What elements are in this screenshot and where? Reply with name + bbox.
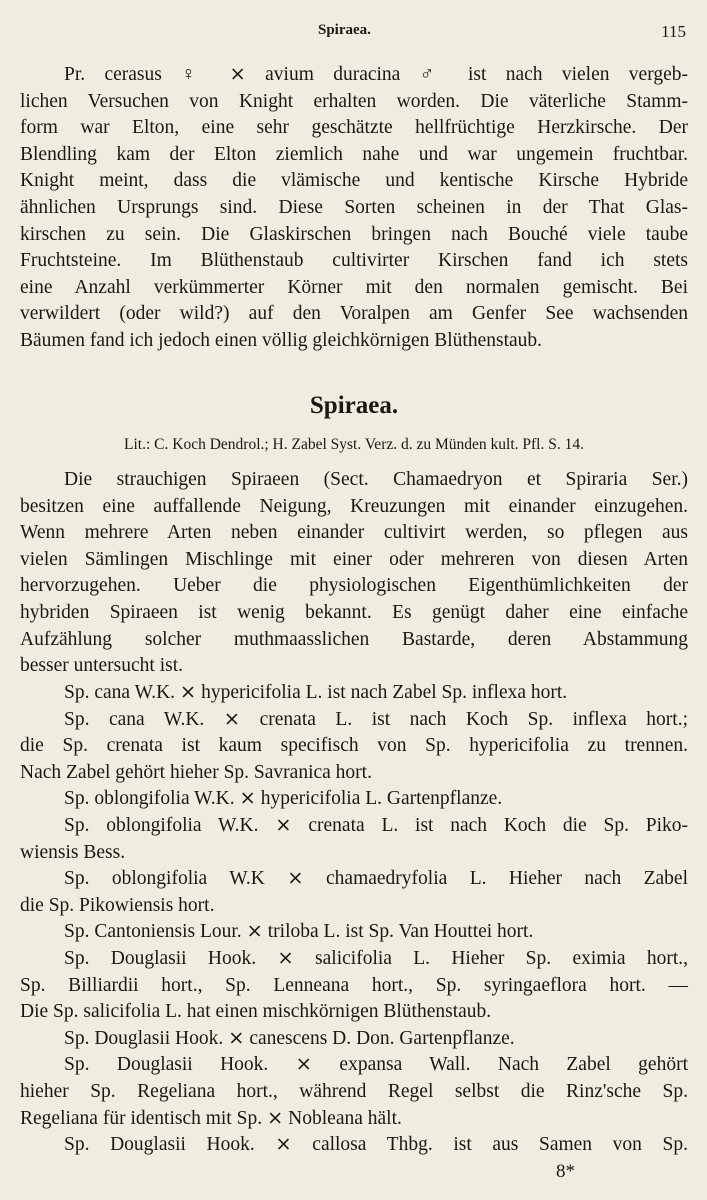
paragraph-cherry-hybrids [20, 62, 688, 355]
text-line: vielen Sämlingen Mischlinge mit einer oder mehreren von diesen Arten [20, 548, 688, 570]
text-line: verwildert (oder wild?) auf den Voralpen am Genfer See wachsenden [20, 303, 688, 325]
text-line: Sp. Billiardii hort., Sp. Lenneana hort., Sp. syringaeflora hort. — [20, 974, 688, 996]
page-number: 115 [661, 22, 686, 41]
running-title: Spiraea. [318, 22, 371, 38]
text-line: ähnlichen Ursprungs sind. Diese Sorten scheinen in der That Glas- [20, 196, 688, 218]
text-line: Sp. Douglasii Hook. ⨯ callosa Thbg. ist aus Samen von Sp. [64, 1134, 688, 1156]
text-line: Wenn mehrere Arten neben einander cultivirt werden, so pflegen aus [20, 522, 688, 544]
text-line: Sp. oblongifolia W.K. ⨯ crenata L. ist nach Koch die Sp. Piko- [64, 814, 688, 836]
text-line: Sp. Douglasii Hook. ⨯ canescens D. Don. Gartenpflanze. [64, 1027, 515, 1049]
literature-reference: Lit.: C. Koch Dendrol.; H. Zabel Syst. Verz. d. zu Münden kult. Pfl. S. 14. [124, 436, 584, 453]
text-line: Regeliana für identisch mit Sp. ⨯ Nobleana hält. [20, 1107, 402, 1129]
text-line: eine Anzahl verkümmerter Körner mit den normalen gemischt. Bei [20, 276, 688, 298]
text-line: die Sp. crenata ist kaum specifisch von Sp. hypericifolia zu trennen. [20, 735, 688, 757]
text-line: Aufzählung solcher muthmaasslichen Bastarde, deren Abstammung [20, 628, 688, 650]
text-line: wiensis Bess. [20, 841, 126, 863]
hybrid-entries-list [20, 680, 688, 1159]
text-line: Sp. oblongifolia W.K. ⨯ hypericifolia L. Gartenpflanze. [64, 788, 503, 810]
text-line: Sp. cana W.K. ⨯ crenata L. ist nach Koch Sp. inflexa hort.; [64, 708, 688, 730]
text-line: besser untersucht ist. [20, 655, 184, 677]
text-line: hybriden Spiraeen ist wenig bekannt. Es genügt daher eine einfache [20, 601, 688, 623]
text-line: Fruchtsteine. Im Blüthenstaub cultivirter Kirschen fand ich stets [20, 250, 688, 272]
text-line: Sp. cana W.K. ⨯ hypericifolia L. ist nach Zabel Sp. inflexa hort. [64, 682, 568, 703]
text-line: Die strauchigen Spiraeen (Sect. Chamaedryon et Spiraria Ser.) [64, 469, 688, 490]
signature-mark: 8* [556, 1161, 575, 1182]
text-line: hieher Sp. Regeliana hort., während Regel selbst die Rinz'sche Sp. [20, 1080, 688, 1102]
text-line: form war Elton, eine sehr geschätzte hellfrüchtige Herzkirsche. Der [20, 117, 688, 139]
text-line: Pr. cerasus ♀ ⨯ avium duracina ♂ ist nach vielen vergeb- [64, 64, 688, 85]
running-header [20, 18, 688, 48]
text-line: Sp. Douglasii Hook. ⨯ expansa Wall. Nach Zabel gehört [64, 1054, 688, 1076]
text-line: hervorzugehen. Ueber die physiologischen Eigenthümlichkeiten der [20, 575, 688, 597]
book-page [20, 0, 688, 1200]
text-line: lichen Versuchen von Knight erhalten worden. Die väterliche Stamm- [20, 90, 688, 112]
text-line: Bäumen fand ich jedoch einen völlig gleichkörnigen Blüthenstaub. [20, 329, 543, 351]
text-line: Knight meint, dass die vlämische und kentische Kirsche Hybride [20, 170, 688, 192]
text-line: Sp. oblongifolia W.K ⨯ chamaedryfolia L. Hieher nach Zabel [64, 868, 688, 890]
text-line: Nach Zabel gehört hieher Sp. Savranica hort. [20, 761, 372, 783]
text-line: Die Sp. salicifolia L. hat einen mischkörnigen Blüthenstaub. [20, 1001, 492, 1023]
text-line: kirschen zu sein. Die Glaskirschen bringen nach Bouché viele taube [20, 223, 688, 245]
text-line: Blendling kam der Elton ziemlich nahe und war ungemein fruchtbar. [20, 143, 688, 165]
text-line: Sp. Douglasii Hook. ⨯ salicifolia L. Hieher Sp. eximia hort., [64, 947, 688, 969]
text-line: besitzen eine auffallende Neigung, Kreuzungen mit einander einzugehen. [20, 495, 688, 517]
text-line: Sp. Cantoniensis Lour. ⨯ triloba L. ist Sp. Van Houttei hort. [64, 921, 534, 943]
text-line: die Sp. Pikowiensis hort. [20, 894, 215, 916]
paragraph-spiraea-intro [20, 467, 688, 680]
section-heading: Spiraea. [309, 392, 399, 419]
